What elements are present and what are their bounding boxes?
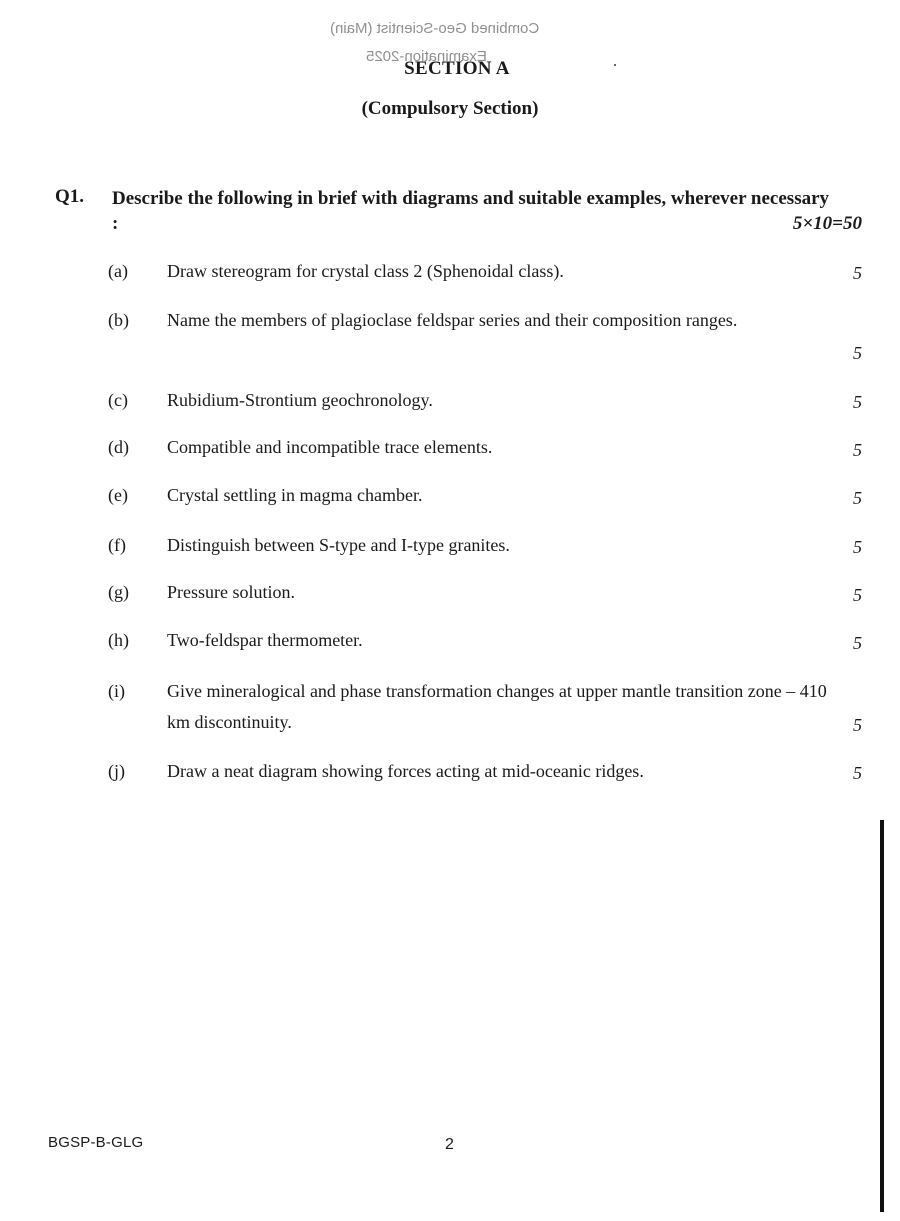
item-text: Distinguish between S-type and I-type granites. bbox=[167, 535, 510, 555]
section-title: SECTION A bbox=[404, 58, 510, 79]
item-marks: 5 bbox=[853, 537, 862, 557]
item-label: (h) bbox=[108, 630, 129, 650]
item-text: Draw a neat diagram showing forces acting at mid-oceanic ridges. bbox=[167, 761, 644, 781]
item-text: Pressure solution. bbox=[167, 582, 295, 602]
item-text: Name the members of plagioclase feldspar series and their composition ranges. bbox=[167, 310, 738, 330]
item-text: Give mineralogical and phase transformation changes at upper mantle transition zone – 410 km discontinuity. bbox=[167, 681, 827, 732]
item-text: Rubidium-Strontium geochronology. bbox=[167, 390, 433, 410]
question-number: Q1. bbox=[55, 186, 85, 207]
item-text: Compatible and incompatible trace elements. bbox=[167, 437, 493, 457]
item-marks: 5 bbox=[853, 585, 862, 605]
bleed-through-text-1: Combined Geo-Scientist (Main) bbox=[330, 20, 540, 37]
item-label: (b) bbox=[108, 310, 129, 330]
page-number: 2 bbox=[445, 1136, 454, 1153]
scan-edge-line bbox=[880, 820, 884, 1212]
item-text: Crystal settling in magma chamber. bbox=[167, 485, 423, 505]
item-marks: 5 bbox=[853, 715, 862, 735]
item-marks: 5 bbox=[853, 440, 862, 460]
item-label: (a) bbox=[108, 261, 128, 281]
item-label: (e) bbox=[108, 485, 128, 505]
bleed-through-text-2: Examination-2025 bbox=[366, 48, 487, 65]
item-label: (j) bbox=[108, 761, 125, 781]
item-label: (f) bbox=[108, 535, 126, 555]
question-text: Describe the following in brief with diagrams and suitable examples, wherever necessary : bbox=[112, 188, 830, 234]
item-marks: 5 bbox=[853, 343, 862, 363]
item-label: (g) bbox=[108, 582, 129, 602]
item-marks: 5 bbox=[853, 763, 862, 783]
item-marks: 5 bbox=[853, 633, 862, 653]
item-label: (c) bbox=[108, 390, 128, 410]
item-marks: 5 bbox=[853, 392, 862, 412]
item-marks: 5 bbox=[853, 263, 862, 283]
question-marks: 5×10=50 bbox=[792, 213, 862, 234]
paper-code: BGSP-B-GLG bbox=[48, 1134, 144, 1151]
item-label: (i) bbox=[108, 681, 125, 701]
item-text: Two-feldspar thermometer. bbox=[167, 630, 363, 650]
item-label: (d) bbox=[108, 437, 129, 457]
section-subtitle: (Compulsory Section) bbox=[361, 98, 539, 119]
item-marks: 5 bbox=[853, 488, 862, 508]
item-text: Draw stereogram for crystal class 2 (Sphenoidal class). bbox=[167, 261, 564, 281]
